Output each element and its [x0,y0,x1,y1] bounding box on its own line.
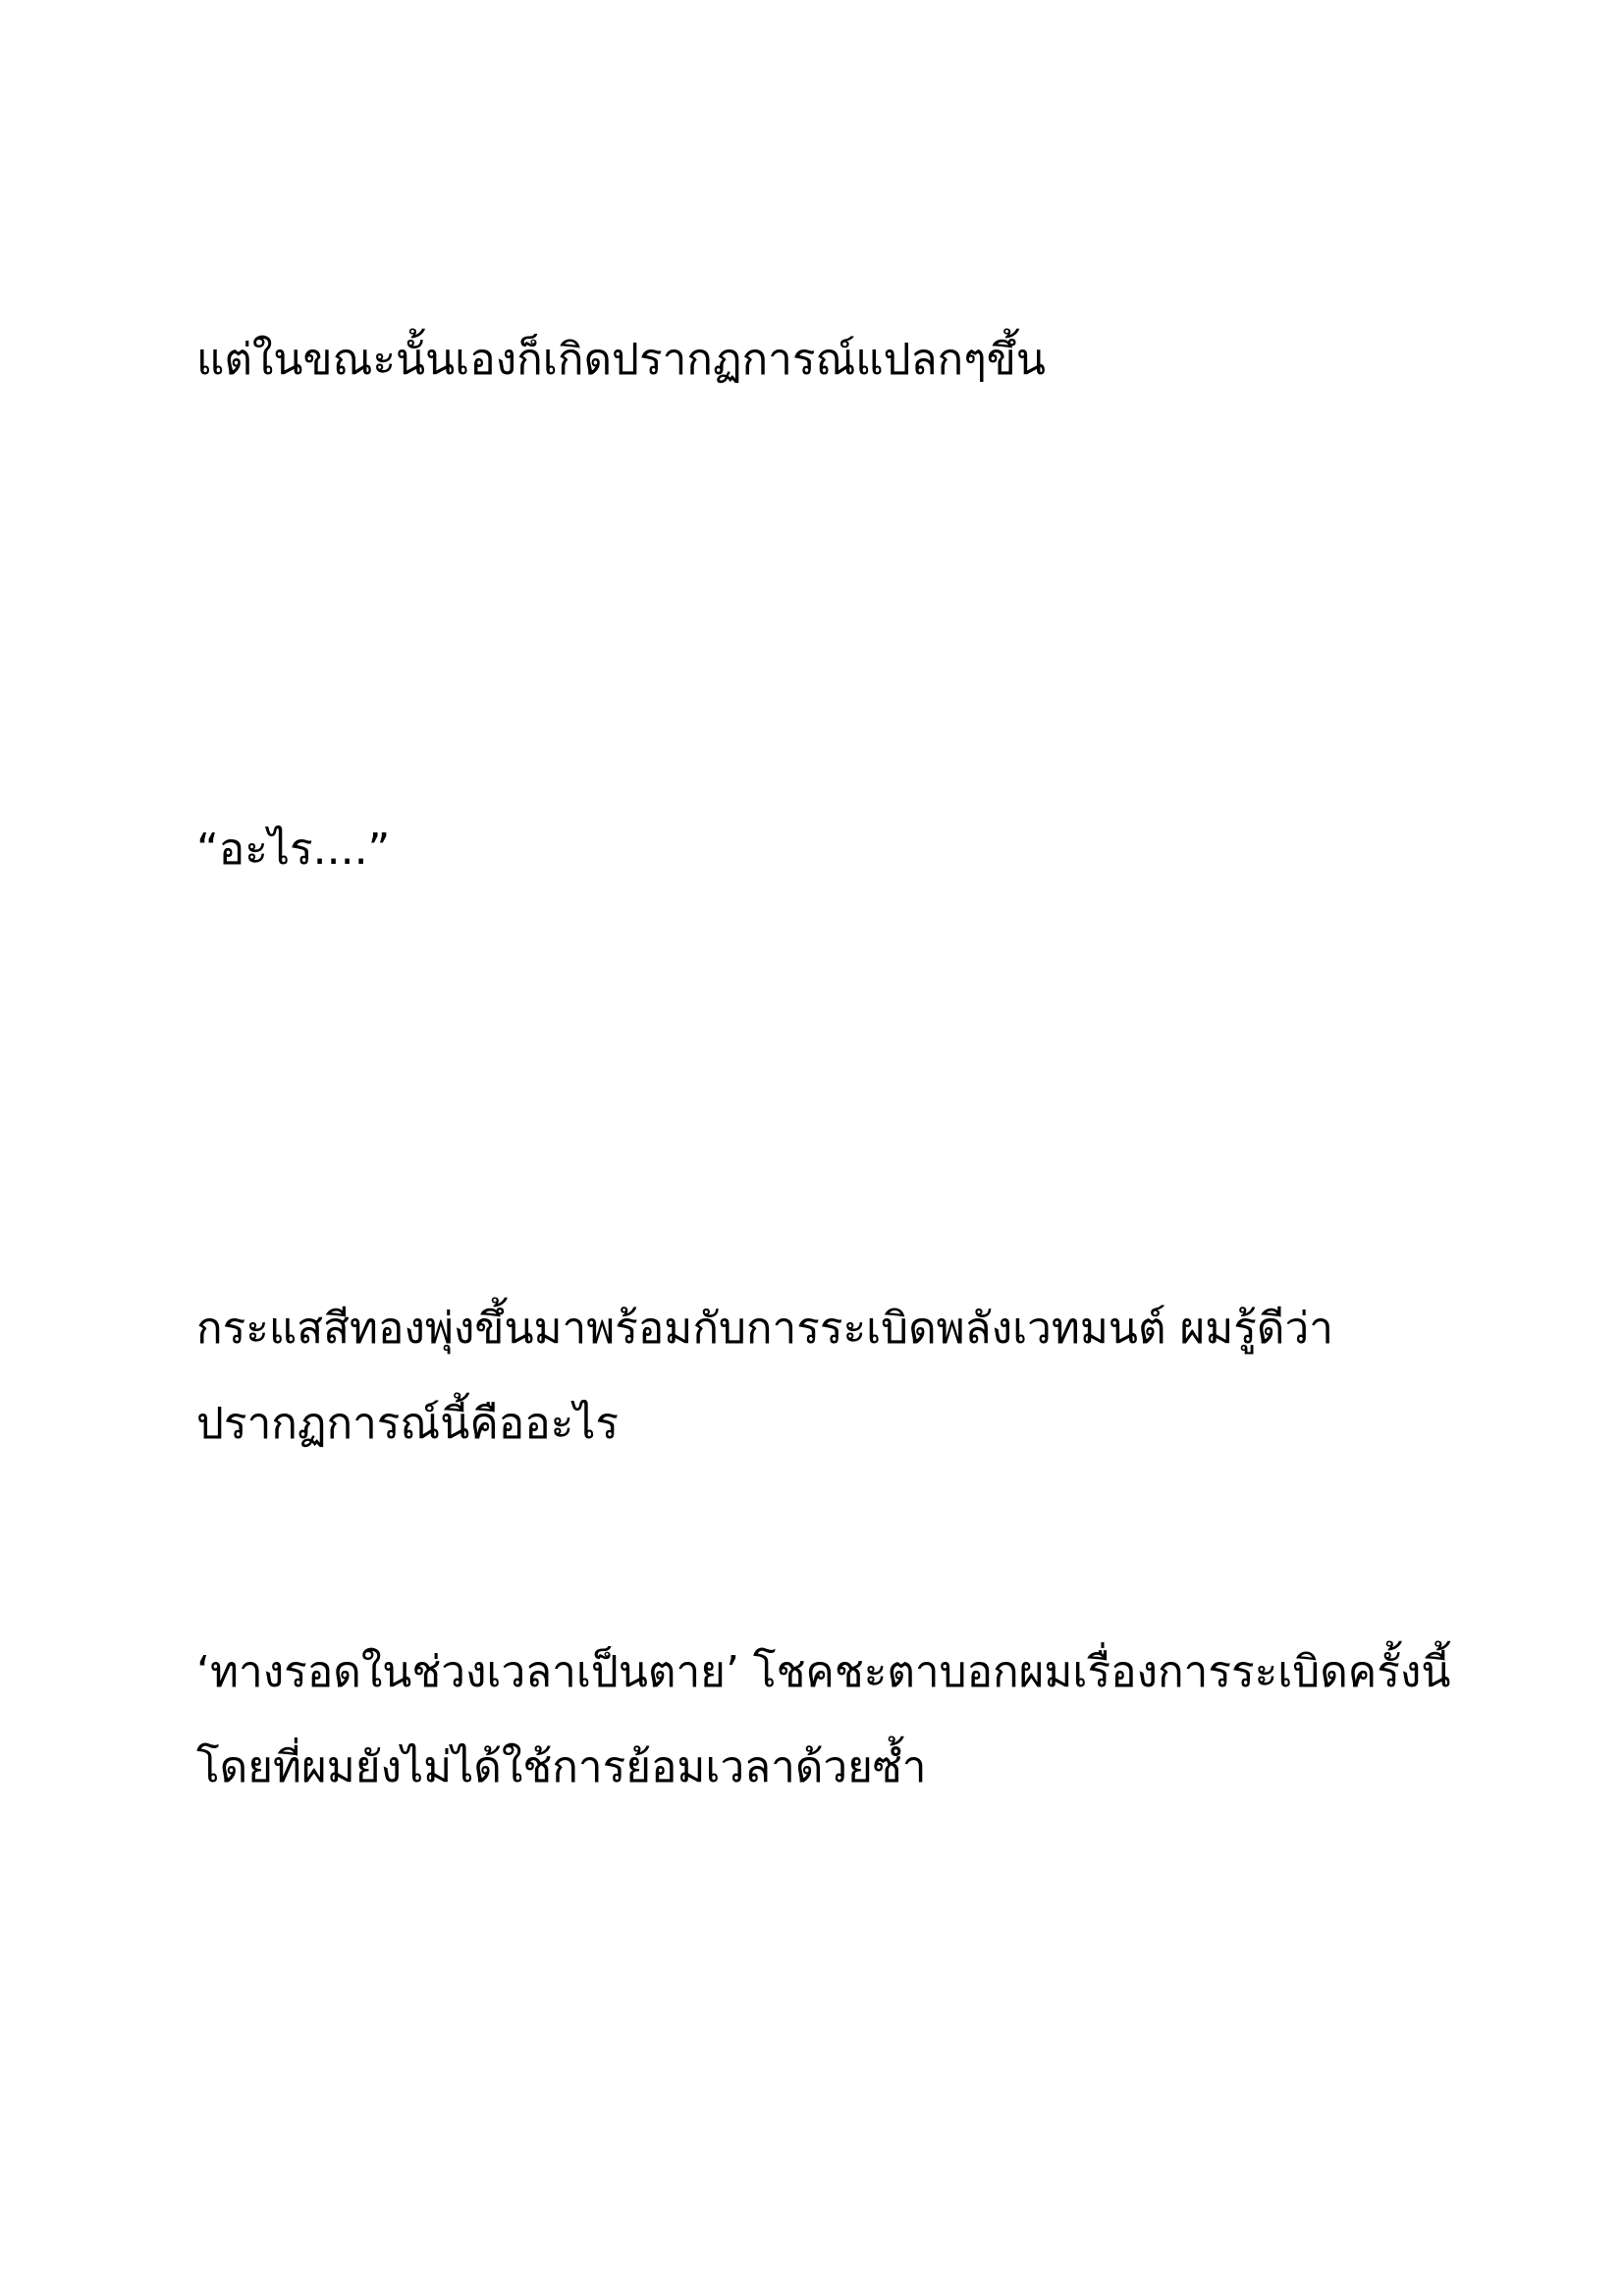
paragraph-line: โดยที่ผมยังไม่ได้ใช้การย้อมเวลาด้วยซ้ำ [196,1742,927,1792]
paragraph-golden-stream [196,1281,1473,1471]
paragraph-survival-path [196,1625,1473,1815]
paragraph-line: กระแสสีทองพุ่งขึ้นมาพร้อมกับการระเบิดพลังเวทมนต์ ผมรู้ดีว่า [196,1304,1333,1354]
paragraph-dialogue-what [196,802,1473,897]
paragraph-line: แต่ในขณะนั้นเองก็เกิดปรากฏการณ์แปลกๆขึ้น [196,335,1046,385]
paragraph-strange-phenomenon [196,312,1473,407]
paragraph-line: ปรากฏการณ์นี้คืออะไร [196,1399,620,1449]
paragraph-line: ‘ทางรอดในช่วงเวลาเป็นตาย’ โชคชะตาบอกผมเรื่องการระเบิดครั้งนี้ [196,1647,1451,1697]
paragraph-line: “อะไร....” [196,825,391,875]
